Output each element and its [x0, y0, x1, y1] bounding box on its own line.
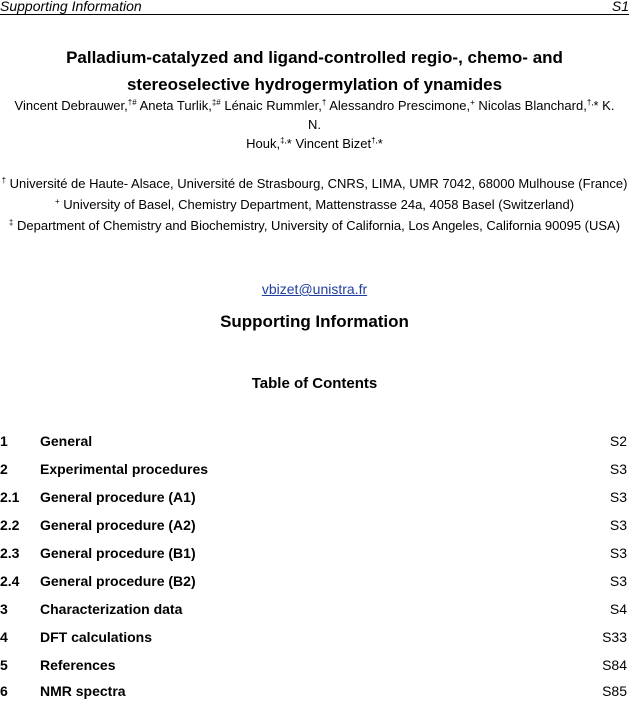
- author-mark: †,: [371, 136, 378, 145]
- toc-number: 3: [0, 601, 8, 617]
- author-name: Nicolas Blanchard,: [474, 98, 587, 113]
- affiliation-mark: +: [54, 197, 60, 206]
- author-name: Houk,: [246, 136, 281, 151]
- toc-number: 2.2: [0, 517, 20, 533]
- affiliation-text: Department of Chemistry and Biochemistry, University of California, Los Angeles, California 90095 (USA): [13, 218, 621, 233]
- toc-number: 2.1: [0, 489, 20, 505]
- toc-label: NMR spectra: [40, 683, 126, 699]
- author-line-2: [12, 134, 617, 153]
- toc-page: S33: [602, 629, 627, 645]
- toc-row[interactable]: [0, 459, 629, 479]
- affiliation-text: University of Basel, Chemistry Department, Mattenstrasse 24a, 4058 Basel (Switzerland): [59, 197, 575, 212]
- author-mark: +: [470, 98, 475, 107]
- toc-label: DFT calculations: [40, 629, 153, 645]
- toc-heading: Table of Contents: [251, 375, 378, 392]
- toc-label: General procedure (B1): [40, 545, 196, 561]
- page-header: [0, 0, 629, 15]
- affiliation-text: Université de Haute- Alsace, Université de Strasbourg, CNRS, LIMA, UMR 7042, 68000 Mulhouse (France): [6, 176, 628, 191]
- toc-row[interactable]: [0, 571, 629, 591]
- toc-row[interactable]: [0, 543, 629, 563]
- toc-number: 2: [0, 461, 8, 477]
- toc-label: General: [40, 433, 93, 449]
- contact-email-link[interactable]: vbizet@unistra.fr: [261, 281, 368, 297]
- header-running-title: Supporting Information: [0, 0, 142, 14]
- author-name: Alessandro Prescimone,: [326, 98, 471, 113]
- toc-page: S3: [609, 517, 627, 533]
- toc-number: 4: [0, 629, 8, 645]
- toc-label: Experimental procedures: [40, 461, 209, 477]
- title-line-1: Palladium-catalyzed and ligand-controlled regio-, chemo- and: [66, 48, 563, 67]
- toc-page: S3: [609, 573, 627, 589]
- toc-row[interactable]: [0, 655, 629, 675]
- author-name: * K. N.: [308, 98, 615, 132]
- toc-label: General procedure (A2): [40, 517, 196, 533]
- author-mark: ‡,: [280, 136, 287, 145]
- author-list: [12, 96, 617, 153]
- author-mark: †#: [127, 98, 137, 107]
- affiliation-mark: †: [1, 176, 7, 185]
- toc-page: S3: [609, 545, 627, 561]
- toc-number: 6: [0, 683, 8, 699]
- author-name: * Vincent Bizet: [286, 136, 372, 151]
- author-mark: †,: [586, 98, 594, 107]
- toc-page: S84: [602, 657, 627, 673]
- author-mark: ‡#: [211, 98, 221, 107]
- toc-page: S3: [609, 461, 627, 477]
- toc-number: 5: [0, 657, 8, 673]
- toc-row[interactable]: [0, 681, 629, 701]
- author-mark: †: [321, 98, 327, 107]
- affiliation-mark: ‡: [8, 218, 14, 227]
- toc-label: General procedure (A1): [40, 489, 196, 505]
- author-line-1: [12, 96, 617, 134]
- author-name: Lénaic Rummler,: [220, 98, 322, 113]
- toc-page: S4: [609, 601, 627, 617]
- toc-row[interactable]: [0, 627, 629, 647]
- toc-number: 2.4: [0, 573, 20, 589]
- title-line-2: stereoselective hydrogermylation of ynamides: [126, 75, 503, 94]
- header-page-number: S1: [611, 0, 629, 14]
- toc-number: 1: [0, 433, 8, 449]
- author-name: Aneta Turlik,: [136, 98, 212, 113]
- author-name: Vincent Debrauwer,: [14, 98, 128, 113]
- toc-page: S2: [609, 433, 627, 449]
- toc-page: S85: [602, 683, 627, 699]
- toc-label: General procedure (B2): [40, 573, 196, 589]
- paper-title: [20, 44, 609, 98]
- author-name: *: [377, 136, 383, 151]
- toc-row[interactable]: [0, 431, 629, 451]
- toc-label: Characterization data: [40, 601, 183, 617]
- toc-row[interactable]: [0, 487, 629, 507]
- affiliation-2: [0, 197, 629, 212]
- affiliation-3: [0, 218, 629, 233]
- toc-row[interactable]: [0, 599, 629, 619]
- affiliation-1: [0, 176, 629, 191]
- toc-page: S3: [609, 489, 627, 505]
- toc-row[interactable]: [0, 515, 629, 535]
- toc-number: 2.3: [0, 545, 20, 561]
- toc-label: References: [40, 657, 116, 673]
- section-heading: Supporting Information: [220, 312, 409, 331]
